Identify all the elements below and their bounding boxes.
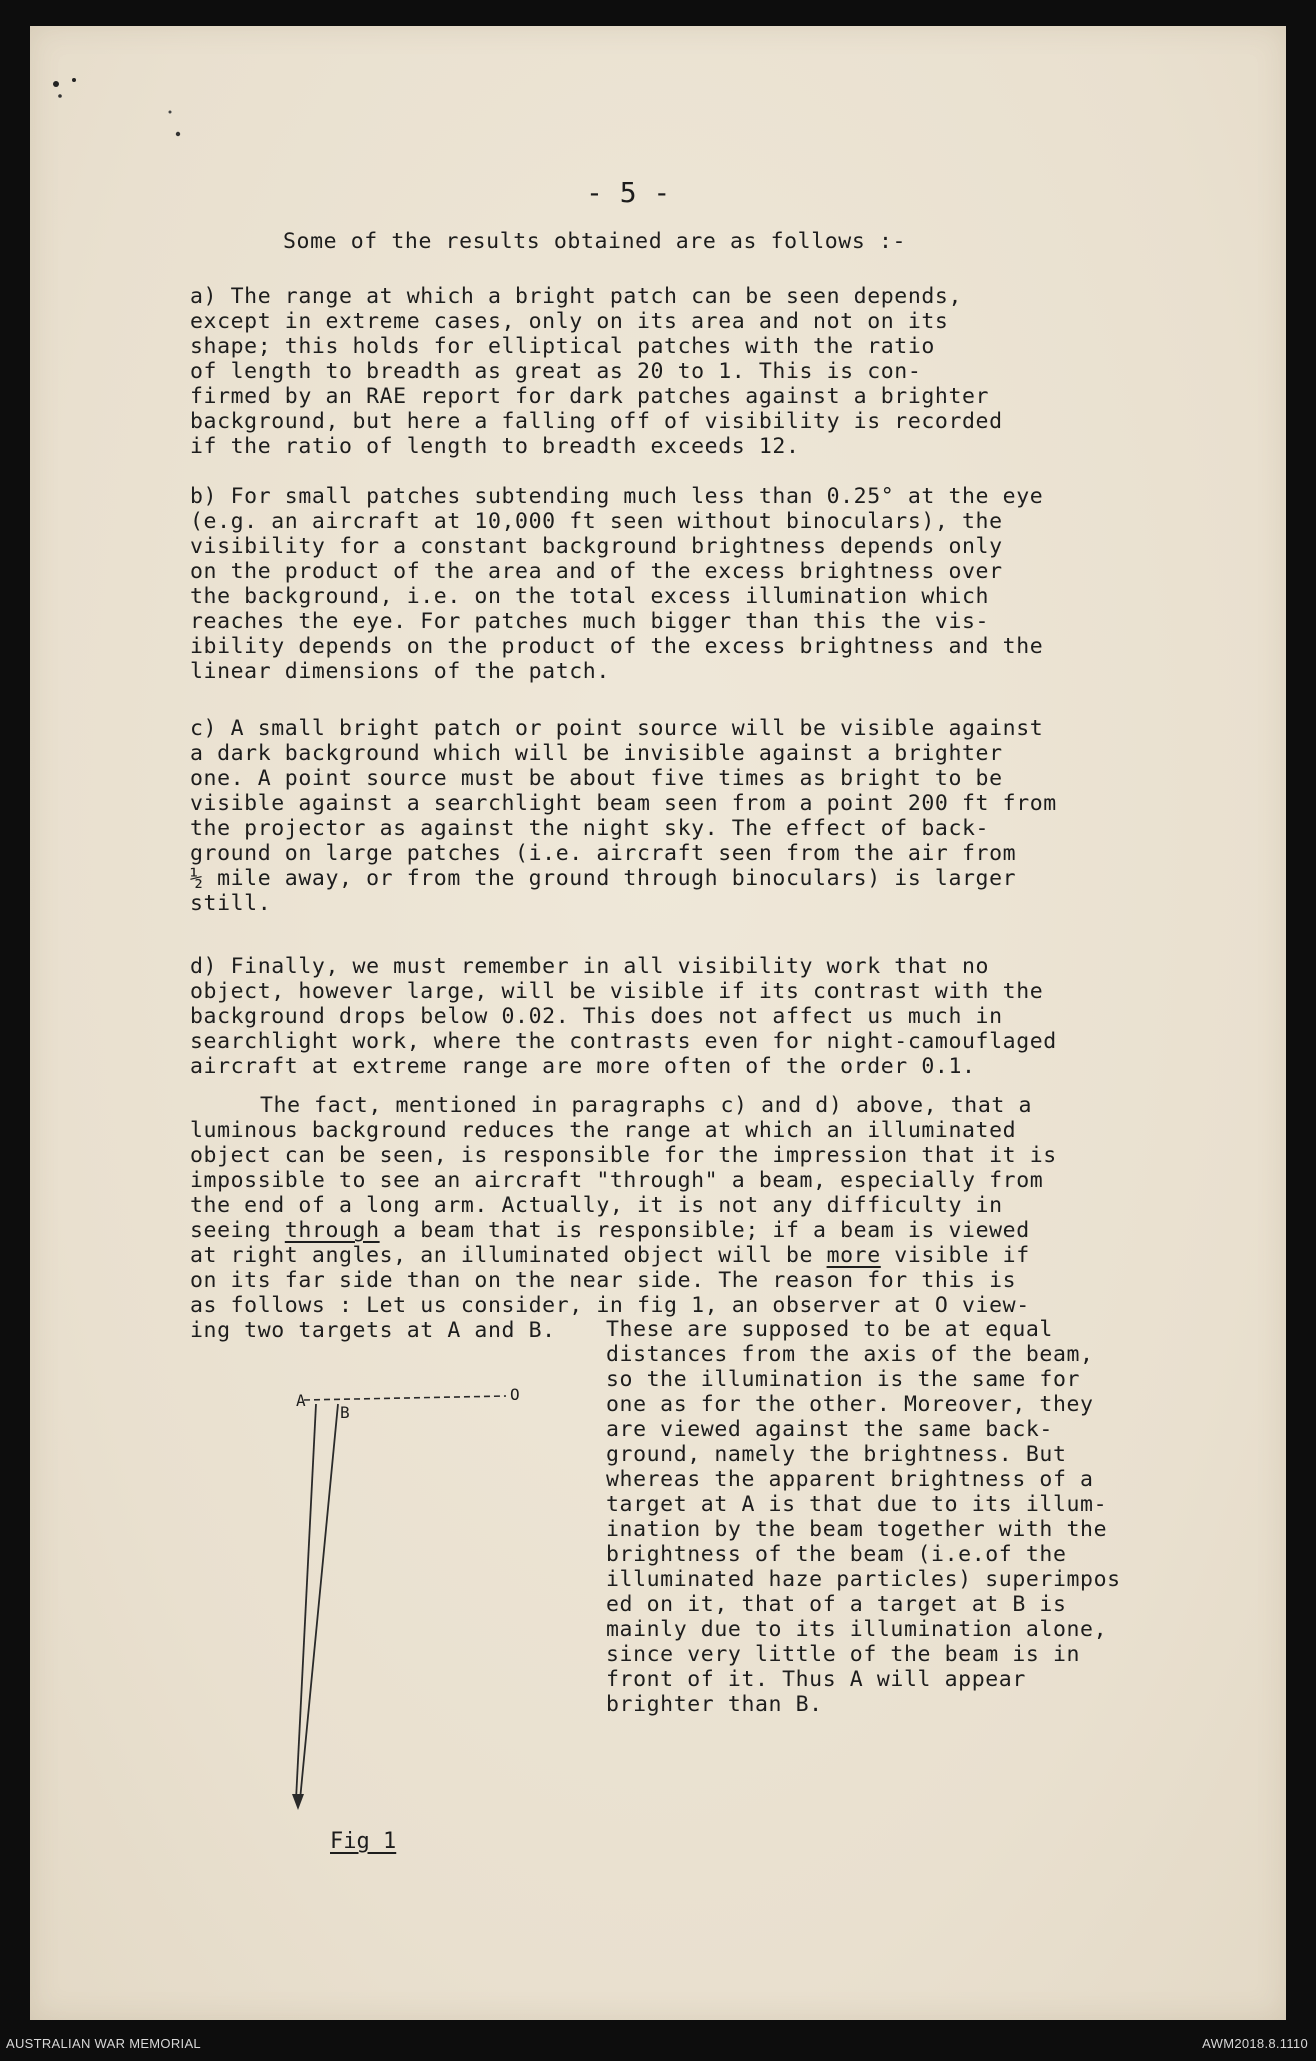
text-line: except in extreme cases, only on its area and not on its — [190, 309, 949, 334]
beam-source-arrow — [292, 1794, 304, 1810]
text-line: illuminated haze particles) superimpos — [606, 1567, 1121, 1592]
text-line: still. — [190, 891, 272, 916]
text-line: c) A small bright patch or point source will be visible against — [190, 716, 1044, 741]
text-segment: visible if — [880, 1243, 1030, 1268]
text-line: brightness of the beam (i.e.of the — [606, 1542, 1067, 1567]
text-line: brighter than B. — [606, 1692, 823, 1717]
text-line: b) For small patches subtending much less than 0.25° at the eye — [190, 484, 1044, 509]
text-line: aircraft at extreme range are more often of the order 0.1. — [190, 1054, 976, 1079]
paragraph-explanation — [190, 1093, 1190, 1343]
figure-caption: Fig 1 — [330, 1829, 397, 1854]
text-line — [190, 1218, 1190, 1243]
text-line: background, but here a falling off of visibility is recorded — [190, 409, 1003, 434]
text-segment: at right angles, an illuminated object will be — [190, 1243, 827, 1268]
text-line: so the illumination is the same for — [606, 1367, 1081, 1392]
text-line — [190, 1243, 1190, 1268]
text-line: a) The range at which a bright patch can be seen depends, — [190, 284, 963, 309]
text-line: target at A is that due to its illum- — [606, 1492, 1108, 1517]
text-line: reaches the eye. For patches much bigger than this the vis- — [190, 609, 990, 634]
figure-label-b: B — [340, 1403, 350, 1422]
text-line: the background, i.e. on the total excess illumination which — [190, 584, 990, 609]
text-line: since very little of the beam is in — [606, 1642, 1081, 1667]
text-line: distances from the axis of the beam, — [606, 1342, 1094, 1367]
results-intro: Some of the results obtained are as follows :- — [283, 229, 907, 254]
text-line: object, however large, will be visible if its contrast with the — [190, 979, 1044, 1004]
text-line: whereas the apparent brightness of a — [606, 1467, 1094, 1492]
text-line: one. A point source must be about five times as bright to be — [190, 766, 1003, 791]
text-line: linear dimensions of the patch. — [190, 659, 610, 684]
text-line: visible against a searchlight beam seen from a point 200 ft from — [190, 791, 1057, 816]
text-line: These are supposed to be at equal — [606, 1317, 1053, 1342]
text-line: of length to breadth as great as 20 to 1. This is con- — [190, 359, 922, 384]
text-line: (e.g. an aircraft at 10,000 ft seen without binoculars), the — [190, 509, 1003, 534]
document-sheet — [30, 26, 1286, 2020]
archive-reference: AWM2018.8.1110 — [1202, 2036, 1308, 2051]
text-line: are viewed against the same back- — [606, 1417, 1053, 1442]
text-line: impossible to see an aircraft "through" a beam, especially from — [190, 1168, 1044, 1193]
text-line: luminous background reduces the range at which an illuminated — [190, 1118, 1017, 1143]
figure-label-o: O — [510, 1385, 520, 1404]
text-line: ed on it, that of a target at B is — [606, 1592, 1067, 1617]
text-line: the end of a long arm. Actually, it is not any difficulty in — [190, 1193, 1003, 1218]
text-line: front of it. Thus A will appear — [606, 1667, 1026, 1692]
text-line: ½ mile away, or from the ground through binoculars) is larger — [190, 866, 1017, 891]
text-segment: a beam that is responsible; if a beam is viewed — [379, 1218, 1030, 1243]
text-line: shape; this holds for elliptical patches with the ratio — [190, 334, 935, 359]
text-line: d) Finally, we must remember in all visibility work that no — [190, 954, 990, 979]
page-number: - 5 - — [586, 176, 671, 209]
paragraph-c — [190, 716, 1190, 916]
paragraph-b — [190, 484, 1190, 684]
figure-label-a: A — [296, 1391, 306, 1410]
text-line: on its far side than on the near side. The reason for this is — [190, 1268, 1017, 1293]
paragraph-a — [190, 284, 1190, 459]
underlined-word: through — [284, 1218, 380, 1243]
text-line: firmed by an RAE report for dark patches against a brighter — [190, 384, 990, 409]
text-segment: seeing — [190, 1218, 285, 1243]
text-line: on the product of the area and of the excess brightness over — [190, 559, 1003, 584]
text-line: background drops below 0.02. This does not affect us much in — [190, 1004, 1003, 1029]
paragraph-d — [190, 954, 1190, 1079]
paragraph-right-column — [606, 1317, 1206, 1717]
text-line: ground on large patches (i.e. aircraft seen from the air from — [190, 841, 1017, 866]
underlined-word: more — [826, 1243, 881, 1268]
text-line: ing two targets at A and B. — [190, 1318, 556, 1343]
text-line: mainly due to its illumination alone, — [606, 1617, 1108, 1642]
archive-credit: AUSTRALIAN WAR MEMORIAL — [6, 2036, 201, 2051]
text-line: ibility depends on the product of the excess brightness and the — [190, 634, 1044, 659]
text-line: searchlight work, where the contrasts even for night-camouflaged — [190, 1029, 1057, 1054]
text-line: ground, namely the brightness. But — [606, 1442, 1067, 1467]
text-line: object can be seen, is responsible for the impression that it is — [190, 1143, 1057, 1168]
text-line: as follows : Let us consider, in fig 1, an observer at O view- — [190, 1293, 1030, 1318]
text-line: The fact, mentioned in paragraphs c) and d) above, that a — [260, 1093, 1033, 1118]
text-line: one as for the other. Moreover, they — [606, 1392, 1094, 1417]
text-line: the projector as against the night sky. The effect of back- — [190, 816, 990, 841]
text-line: if the ratio of length to breadth exceeds 12. — [190, 434, 800, 459]
text-line: ination by the beam together with the — [606, 1517, 1108, 1542]
text-line: a dark background which will be invisible against a brighter — [190, 741, 1003, 766]
figure-beam-diagram — [286, 1385, 606, 1820]
text-line: visibility for a constant background brightness depends only — [190, 534, 1003, 559]
